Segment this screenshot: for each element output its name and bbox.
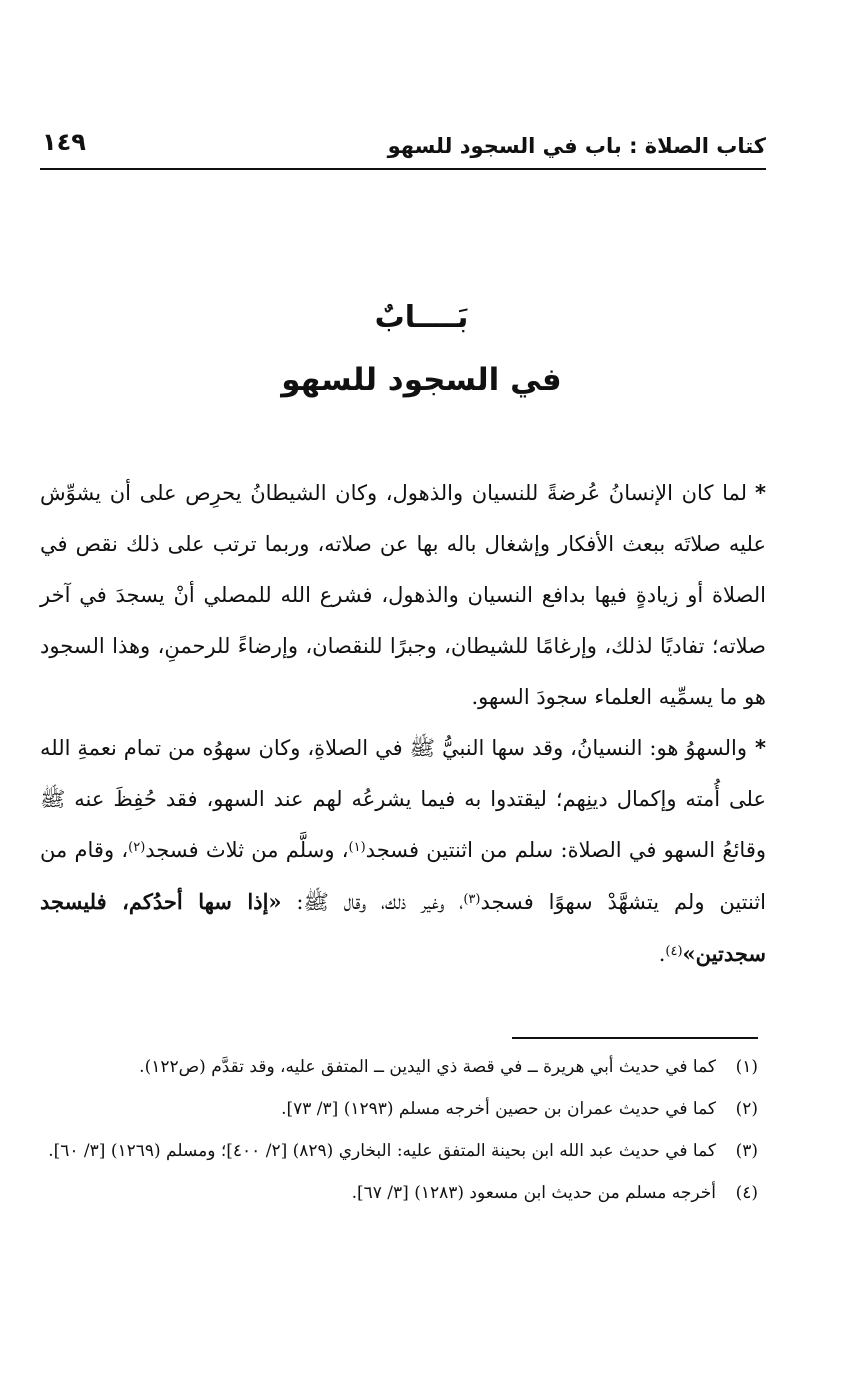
footnote-number: (٤) bbox=[735, 1183, 758, 1203]
running-header bbox=[40, 128, 766, 168]
footnote-number: (٣) bbox=[735, 1141, 758, 1161]
footnote-number: (١) bbox=[735, 1057, 758, 1077]
page-number: ١٤٩ bbox=[42, 128, 86, 156]
header-rule bbox=[40, 168, 766, 170]
footnote-text: كما في حديث عمران بن حصين أخرجه مسلم (١٢٩٣) [٣/ ٧٣]. bbox=[281, 1099, 716, 1119]
paragraph-2-text-a: والسهوُ هو: النسيانُ، وقد سها النبيُّ ﷺ في الصلاةِ، وكان سهوُه من تمام نعمةِ الله على أُمته وإكمال دينِهم؛ ليقتدوا به فيما يشرعُه لهم عند السهو، فقد حُفِظَ عنه ﷺ وقائعُ السهو في الصلاة: سلم من اثنتين فسجد bbox=[40, 736, 767, 862]
chapter-label: بَــــابٌ bbox=[374, 300, 469, 335]
footnote-ref-3[interactable]: (٣) bbox=[463, 892, 481, 907]
paragraph-2-text-d: ، وغير ذلك، وقال ﷺ: bbox=[281, 890, 464, 914]
paragraph-2-end: . bbox=[658, 942, 666, 966]
footnote-ref-4[interactable]: (٤) bbox=[665, 944, 683, 959]
footnote-separator bbox=[512, 1037, 758, 1039]
footnote-3 bbox=[40, 1134, 758, 1169]
footnote-number: (٢) bbox=[735, 1099, 758, 1119]
paragraph-2-text-b: ، وسلَّم من ثلاث فسجد bbox=[145, 838, 349, 862]
hadith-quote: «إذا سها أحدُكم، فليسجد سجدتين» bbox=[40, 889, 766, 966]
paragraph-1-text: لما كان الإنسانُ عُرضةً للنسيان والذهول، وكان الشيطانُ يحرِص على أن يشوِّش عليه صلاتَه ببعث الأفكار وإشغال باله بها عن صلاته، وربما ترتب على ذلك نقص في الصلاة أو زيادةٍ فيها بدافع النسيان والذهول، فشرع الله للمصلي أنْ يسجدَ في آخر صلاته؛ تفاديًا لذلك، وإرغامًا للشيطان، وجبرًا للنقصان، وإرضاءً للرحمنِ، وهذا السجود هو ما يسمِّيه العلماء سجودَ السهو. bbox=[40, 481, 766, 709]
footnote-4 bbox=[40, 1176, 758, 1211]
footnote-text: كما في حديث أبي هريرة ــ في قصة ذي اليدين ــ المتفق عليه، وقد تقدَّم (ص١٢٢). bbox=[139, 1057, 716, 1077]
footnote-text: كما في حديث عبد الله ابن بحينة المتفق عليه: البخاري (٨٢٩) [٢/ ٤٠٠]؛ ومسلم (١٢٦٩) [٣/ ٦٠]. bbox=[48, 1141, 716, 1161]
paragraph-2 bbox=[40, 723, 766, 980]
body-text bbox=[40, 468, 766, 980]
paragraph-1 bbox=[40, 468, 766, 723]
footnotes bbox=[40, 1050, 758, 1218]
paragraph-marker: * bbox=[755, 736, 766, 760]
footnote-text: أخرجه مسلم من حديث ابن مسعود (١٢٨٣) [٣/ ٦٧]. bbox=[351, 1183, 716, 1203]
chapter-title: في السجود للسهو bbox=[281, 362, 562, 398]
paragraph-marker: * bbox=[755, 481, 766, 505]
paragraph-2-text-c: ، وقام من اثنتين ولم يتشهَّدْ سهوًا فسجد bbox=[40, 838, 767, 914]
footnote-2 bbox=[40, 1092, 758, 1127]
footnote-1 bbox=[40, 1050, 758, 1085]
footnote-ref-1[interactable]: (١) bbox=[348, 840, 366, 855]
running-header-title: كتاب الصلاة : باب في السجود للسهو bbox=[387, 134, 766, 158]
footnote-ref-2[interactable]: (٢) bbox=[128, 840, 146, 855]
